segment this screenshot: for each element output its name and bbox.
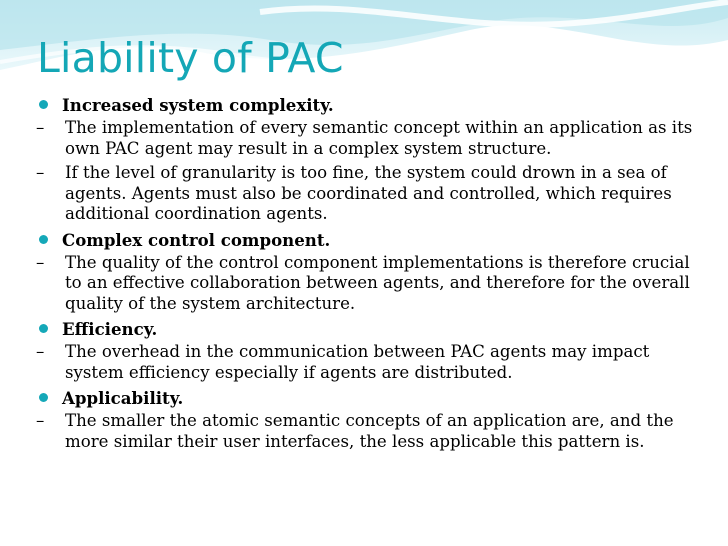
bullet-dot-icon <box>39 100 48 109</box>
sub-point <box>36 411 696 452</box>
sub-point-text: The overhead in the communication between PAC agents may impact system efficiency especially if agents are distributed. <box>65 342 650 382</box>
dash-marker: – <box>36 252 45 272</box>
section-heading <box>36 318 696 340</box>
dash-marker: – <box>36 342 45 361</box>
sub-point-text: If the level of granularity is too fine, the system could drown in a sea of agents. Agents must also be coordinated and controlled, which requires additional coordination agents. <box>65 163 672 223</box>
section-efficiency <box>36 318 696 383</box>
sub-point <box>36 118 696 159</box>
section-heading-text: Applicability. <box>62 388 184 408</box>
bullet-dot-icon <box>39 235 48 244</box>
section-control <box>36 229 696 315</box>
bullet-dot-icon <box>39 393 48 402</box>
sub-point <box>36 253 696 315</box>
section-heading-text: Complex control component. <box>62 229 331 250</box>
section-heading <box>36 387 696 409</box>
slide-content <box>36 94 696 456</box>
dash-marker: – <box>36 163 45 182</box>
dash-marker: – <box>36 411 45 430</box>
section-heading <box>36 229 696 251</box>
bullet-dot-icon <box>39 324 48 333</box>
slide-title: Liability of PAC <box>37 34 344 82</box>
section-heading-text: Efficiency. <box>62 319 158 339</box>
section-complexity <box>36 94 696 225</box>
sub-point <box>36 163 696 225</box>
dash-marker: – <box>36 118 45 137</box>
sub-point-text: The smaller the atomic semantic concepts of an application are, and the more similar their user interfaces, the less applicable this pattern is. <box>65 411 674 451</box>
section-heading <box>36 94 696 116</box>
sub-point <box>36 342 696 383</box>
section-applicability <box>36 387 696 452</box>
sub-point-text: The quality of the control component implementations is therefore crucial to an effective collaboration between agents, and therefore for the overall quality of the system architecture. <box>65 252 690 313</box>
section-heading-text: Increased system complexity. <box>62 95 334 115</box>
sub-point-text: The implementation of every semantic concept within an application as its own PAC agent may result in a complex system structure. <box>65 118 693 158</box>
